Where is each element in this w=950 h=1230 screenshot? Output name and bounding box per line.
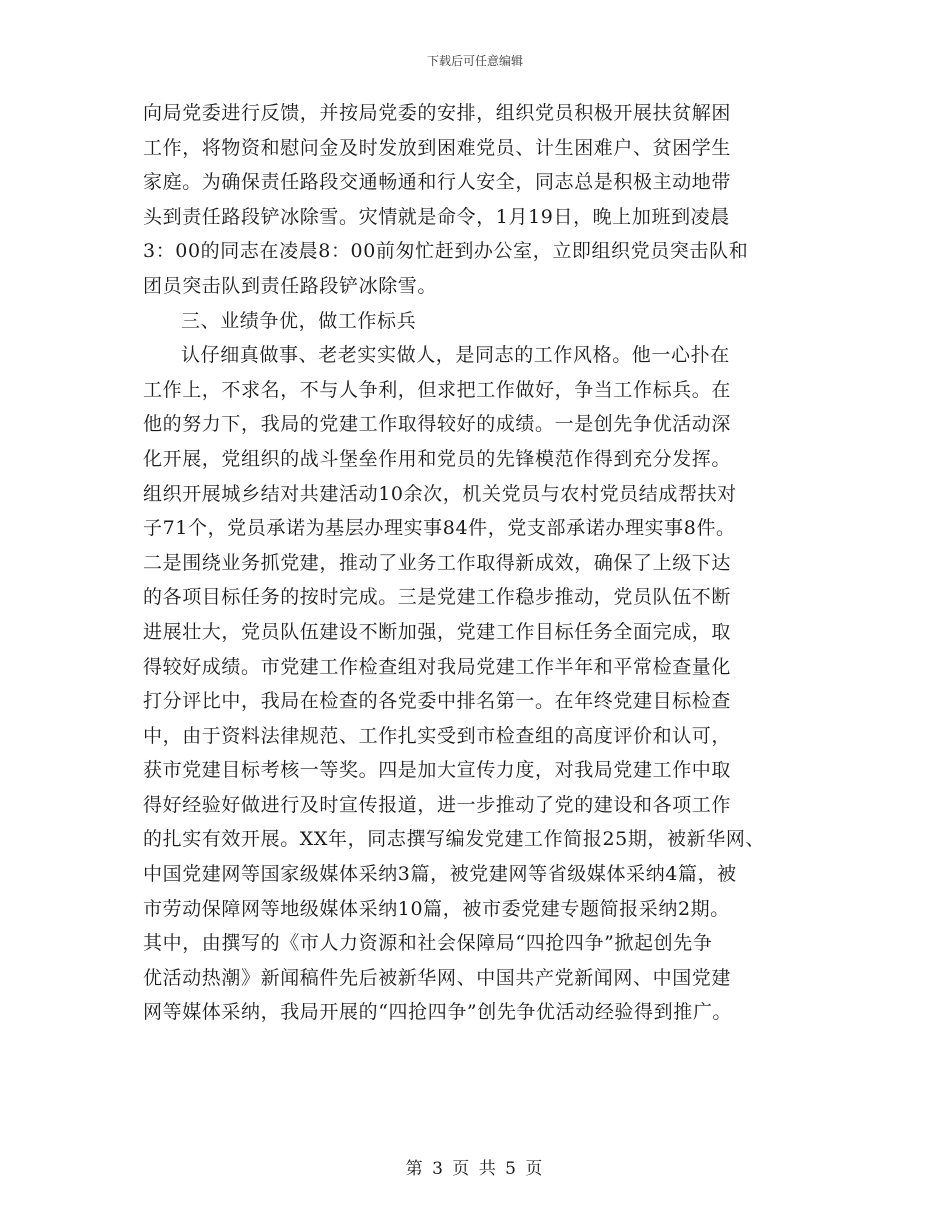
body-line: 家庭。为确保责任路段交通畅通和行人安全，同志总是积极主动地带 bbox=[143, 171, 732, 194]
body-line: 其中，由撰写的《市人力资源和社会保障局“四抢四争”掀起创先争 bbox=[143, 932, 713, 955]
body-line: 的各项目标任务的按时完成。三是党建工作稳步推动，党员队伍不断 bbox=[143, 586, 732, 609]
body-line: 得较好成绩。市党建工作检查组对我局党建工作半年和平常检查量化 bbox=[143, 655, 732, 678]
body-line: 3：00的同志在凌晨8：00前匆忙赶到办公室，立即组织党员突击队和 bbox=[143, 240, 749, 263]
page-header: 下载后可任意编辑 bbox=[426, 54, 523, 68]
body-line: 中国党建网等国家级媒体采纳3篇，被党建网等省级媒体采纳4篇，被 bbox=[143, 863, 737, 886]
body-line: 团员突击队到责任路段铲冰除雪。 bbox=[143, 274, 438, 297]
body-line: 工作，将物资和慰问金及时发放到困难党员、计生困难户、贫困学生 bbox=[143, 136, 732, 159]
body-line: 打分评比中，我局在检查的各党委中排名第一。在年终党建目标检查 bbox=[143, 690, 732, 713]
page-number-footer: 第 3 页 共 5 页 bbox=[405, 1159, 545, 1179]
body-line: 头到责任路段铲冰除雪。灾情就是命令，1月19日，晚上加班到凌晨 bbox=[143, 205, 730, 228]
body-line: 他的努力下，我局的党建工作取得较好的成绩。一是创先争优活动深 bbox=[143, 413, 732, 436]
body-line: 获市党建目标考核一等奖。四是加大宣传力度，对我局党建工作中取 bbox=[143, 759, 732, 782]
body-line: 向局党委进行反馈，并按局党委的安排，组织党员积极开展扶贫解困 bbox=[143, 102, 732, 124]
body-line: 优活动热潮》新闻稿件先后被新华网、中国共产党新闻网、中国党建 bbox=[143, 966, 732, 989]
body-line: 认仔细真做事、老老实实做人，是同志的工作风格。他一心扑在 bbox=[181, 344, 730, 367]
body-line: 化开展，党组织的战斗堡垒作用和党员的先锋模范作得到充分发挥。 bbox=[143, 447, 732, 470]
body-line: 组织开展城乡结对共建活动10余次，机关党员与农村党员结成帮扶对 bbox=[143, 482, 737, 505]
body-line: 网等媒体采纳，我局开展的“四抢四争”创先争优活动经验得到推广。 bbox=[143, 1001, 733, 1024]
body-line: 得好经验好做进行及时宣传报道，进一步推动了党的建设和各项工作 bbox=[143, 793, 732, 816]
document-body bbox=[143, 96, 823, 1030]
body-line: 进展壮大，党员队伍建设不断加强，党建工作目标任务全面完成，取 bbox=[143, 620, 732, 643]
body-line: 工作上，不求名，不与人争利，但求把工作做好，争当工作标兵。在 bbox=[143, 378, 732, 401]
body-line: 市劳动保障网等地级媒体采纳10篇，被市委党建专题简报采纳2期。 bbox=[143, 897, 730, 920]
body-line: 中，由于资料法律规范、工作扎实受到市检查组的高度评价和认可， bbox=[143, 724, 732, 747]
body-line: 的扎实有效开展。XX年，同志撰写编发党建工作简报25期，被新华网、 bbox=[143, 828, 766, 851]
body-line: 子71个，党员承诺为基层办理实事84件，党支部承诺办理实事8件。 bbox=[143, 517, 736, 540]
section-heading: 三、业绩争优，做工作标兵 bbox=[181, 309, 417, 332]
body-line: 二是围绕业务抓党建，推动了业务工作取得新成效，确保了上级下达 bbox=[143, 551, 732, 574]
